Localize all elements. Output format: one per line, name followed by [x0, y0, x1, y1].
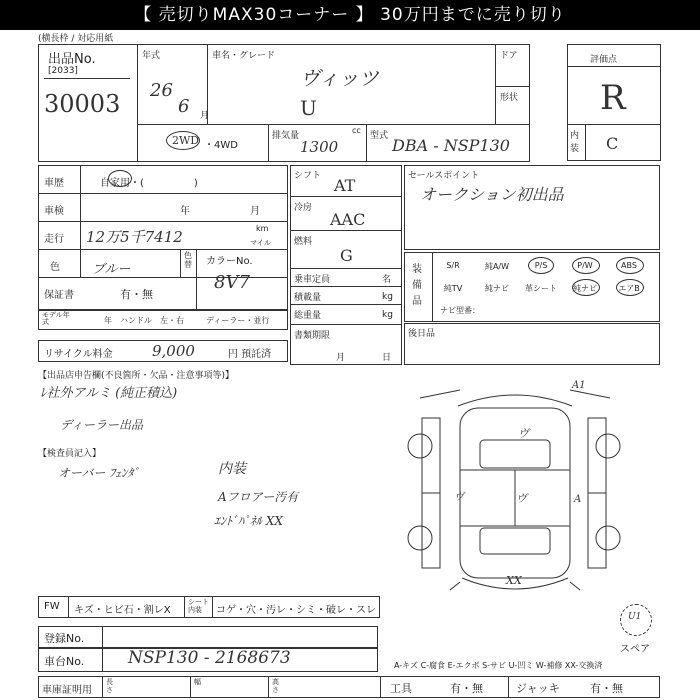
model-grade: U: [300, 96, 317, 120]
lot-small-number: [2033]: [48, 66, 78, 76]
tool-label: 工具: [390, 682, 412, 695]
sales-point-value: オークション初出品: [420, 185, 564, 204]
mileage-label: 走行: [44, 234, 64, 245]
diagram-mark-front: ヴ: [518, 427, 529, 440]
registration-label: 登録No.: [44, 632, 85, 645]
mileage-unit-mile: マイル: [250, 239, 271, 247]
model-label: 車名・グレード: [212, 51, 276, 61]
displacement-label: 排気量: [272, 131, 300, 141]
bottom-row: [38, 676, 660, 698]
score-label: 評価点: [590, 55, 618, 65]
damage-legend: A-キズ C-腐食 E-エクボ S-サビ U-凹ミ W-補修 XX-交換済: [394, 661, 603, 670]
document-label: 書類期限: [294, 331, 331, 341]
notes-line1: ﾚ社外アルミ (純正積込): [40, 386, 178, 401]
ac-value: AAC: [330, 210, 366, 229]
interior-label: 内装: [570, 131, 580, 154]
type-value: DBA - NSP130: [392, 136, 510, 155]
navi-circle: [572, 279, 600, 296]
jack-label: ジャッキ: [516, 682, 560, 695]
recycle-unit: 円 預託済: [228, 349, 272, 360]
shift-label: シフト: [294, 171, 322, 181]
color-label: 色: [50, 262, 60, 273]
inspection-label: 車検: [44, 206, 64, 217]
navi-label: ナビ型番：: [440, 306, 480, 315]
interior-value: C: [606, 134, 619, 153]
model-year-handle: ハンドル 左・右: [120, 316, 184, 325]
length-label: 長さ: [106, 678, 113, 694]
spare-label: スペア: [620, 644, 650, 655]
chassis-label: 車台No.: [44, 655, 85, 668]
diagram-mark-a1: A1: [572, 380, 586, 391]
equipment-abs: ABS: [621, 261, 637, 270]
equipment-tv: 純TV: [443, 284, 463, 293]
month-unit: 月: [200, 111, 210, 121]
color-repaint-label: 色替: [184, 251, 192, 269]
year-label: 年式: [142, 51, 161, 61]
seat-items: コゲ・穴・汚レ・シミ・破レ・スレ: [216, 605, 376, 616]
inspector-note2: 内装: [218, 461, 246, 477]
airbag-circle: [616, 279, 644, 296]
fuel-label: 燃料: [294, 237, 313, 247]
fw-items: キズ・ヒビ石・割レX: [74, 605, 171, 616]
score-value: R: [600, 78, 626, 118]
color-value: ブルー: [92, 262, 131, 277]
inspector-label: 【検査員記入】: [38, 449, 102, 459]
diagram-mark-spare: U1: [628, 612, 642, 622]
history-circle: [108, 170, 132, 187]
history-options: 自家用・( ): [100, 178, 198, 189]
load-unit: kg: [382, 292, 393, 302]
shape-label: 形状: [500, 93, 519, 103]
month-value: 6: [178, 96, 190, 117]
equipment-navi2: 純ナビ: [573, 284, 597, 293]
equipment-ps: P/S: [534, 261, 548, 270]
sales-point-label: セールスポイント: [408, 171, 480, 181]
weight-unit: kg: [382, 310, 393, 320]
color-code-label: カラーNo.: [206, 256, 253, 267]
equipment-sr: S/R: [446, 261, 460, 270]
year-value: 26: [150, 80, 173, 101]
ps-circle: [528, 257, 554, 274]
door-label: ドア: [500, 51, 518, 61]
capacity-unit: 名: [382, 275, 392, 285]
drive-2wd: 2WD: [172, 134, 200, 147]
diagram-mark-right: A: [574, 494, 582, 505]
inspector-note3: Aフロアー汚有: [218, 490, 299, 504]
rear-label: 後日品: [408, 329, 436, 339]
spare-circle: [620, 604, 652, 636]
inspection-month: 月: [250, 206, 260, 217]
model-year-dealer: ディーラー・並行: [206, 316, 270, 325]
drive-4wd: ・4WD: [204, 140, 238, 151]
car-diagram: [400, 378, 625, 600]
model-year-label: モデル年式: [42, 311, 70, 326]
tool-options: 有・無: [450, 682, 483, 695]
ac-label: 冷房: [294, 203, 313, 213]
model-name: ヴィッツ: [300, 66, 379, 90]
height-label: 高さ: [272, 678, 279, 694]
banner: 【 売切りMAX30コーナー 】 30万円までに売り切り: [0, 0, 700, 30]
equipment-pw: P/W: [577, 261, 593, 270]
chassis-value: NSP130 - 2168673: [128, 648, 291, 668]
pw-circle: [572, 257, 600, 274]
capacity-label: 乗車定員: [294, 275, 331, 285]
mileage-unit-km: km: [256, 224, 269, 233]
fw-label: FW: [44, 601, 60, 612]
document-month: 月: [336, 353, 346, 363]
registration-row: [38, 626, 378, 648]
warranty-label: 保証書: [44, 290, 74, 301]
shift-value: AT: [334, 176, 356, 195]
drive-2wd-circle: [166, 131, 200, 150]
equipment-leather: 革シート: [525, 284, 557, 293]
warranty-options: 有・無: [120, 288, 153, 301]
type-label: 型式: [370, 131, 389, 141]
mileage-value: 12万5千7412: [86, 228, 183, 246]
weight-label: 総重量: [294, 311, 322, 321]
abs-circle: [616, 257, 644, 274]
inspector-note1: オーバー ﾌｪﾝﾀﾞ: [58, 466, 140, 480]
inspection-year: 年: [180, 206, 190, 217]
jack-options: 有・無: [590, 682, 623, 695]
notes-line2: ディーラー出品: [60, 418, 144, 432]
equipment-label: 装備品: [412, 264, 422, 307]
equipment-aw: 純A/W: [484, 262, 510, 271]
diagram-mark-left: ヴ: [454, 492, 464, 503]
equipment-navi1: 純ナビ: [485, 284, 509, 293]
corner-text: (横長枠 / 対応用紙: [38, 34, 114, 44]
recycle-value: 9,000: [152, 342, 195, 360]
document-day: 日: [382, 353, 392, 363]
color-code: 8V7: [214, 272, 250, 293]
width-label: 幅: [194, 678, 201, 686]
lot-number: 30003: [44, 90, 121, 118]
fuel-value: G: [340, 246, 353, 265]
recycle-label: リサイクル料金: [44, 349, 113, 360]
load-label: 積載量: [294, 293, 322, 303]
cert-label: 車庫証明用: [42, 685, 92, 696]
inspector-note4: ｴﾝﾄﾞﾊﾟﾈﾙ XX: [214, 514, 283, 528]
rear-block: [404, 323, 660, 365]
diagram-mark-rear: XX: [506, 574, 522, 587]
equipment-airbag: エアB: [618, 284, 640, 293]
displacement-unit: cc: [352, 126, 361, 135]
seat-label: シート内装: [188, 598, 209, 614]
displacement-value: 1300: [300, 138, 339, 156]
model-year-year: 年: [104, 316, 112, 325]
lot-label: 出品No.: [48, 52, 96, 67]
diagram-mark-roof: ヴ: [516, 492, 527, 505]
history-label: 車歴: [44, 178, 64, 189]
notes-label: 【出品店申告欄(不良箇所・欠品・注意事項等)】: [38, 371, 235, 381]
